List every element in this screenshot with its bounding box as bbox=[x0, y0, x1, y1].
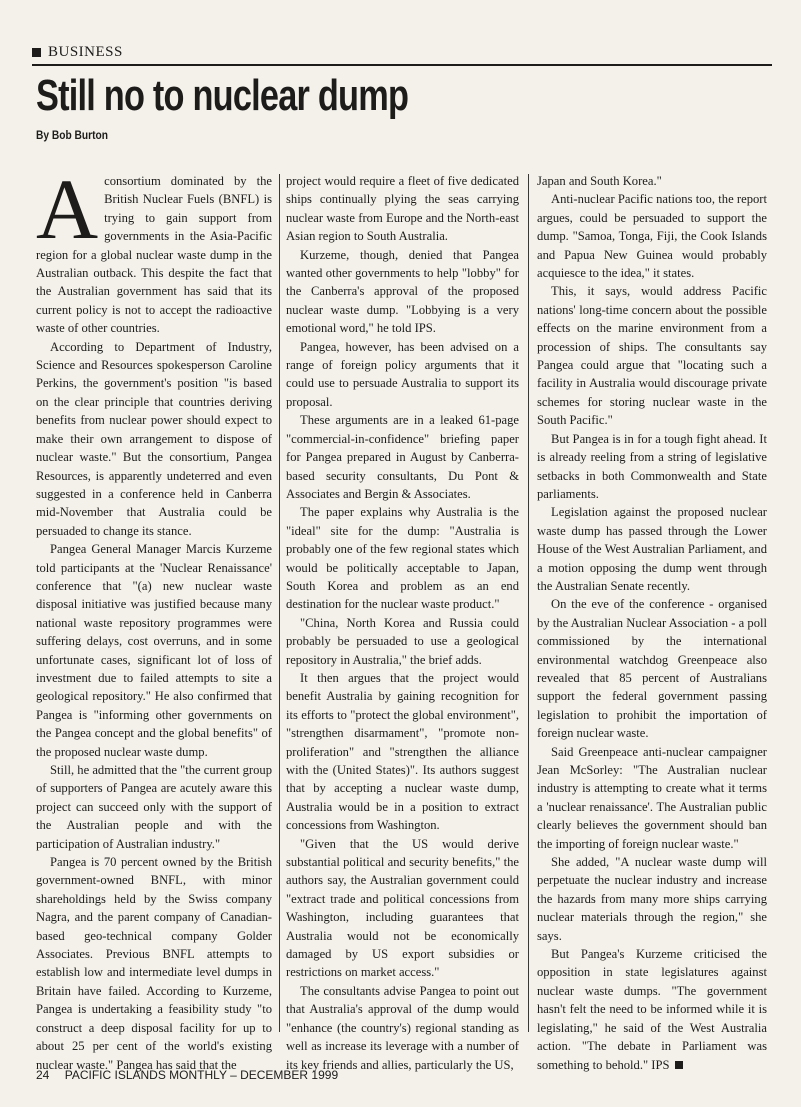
paragraph: Still, he admitted that the "the current group of supporters of Pangea are acutely aware this project can succeed only with the support of the Australian people and with the participation of Australian industry." bbox=[36, 763, 272, 851]
article-byline: By Bob Burton bbox=[36, 128, 108, 142]
article-headline: Still no to nuclear dump bbox=[36, 71, 409, 120]
section-header bbox=[32, 44, 772, 66]
paragraph: Said Greenpeace anti-nuclear campaigner Jean McSorley: "The Australian nuclear industry is attempting to create what it terms a 'nuclear renaissance'. The Australian public clearly believes the government should ban the importing of foreign nuclear waste." bbox=[537, 744, 767, 851]
paragraph: Pangea, however, has been advised on a range of foreign policy arguments that it could use to persuade Australia to support its proposal. bbox=[286, 339, 519, 409]
paragraph: The paper explains why Australia is the "ideal" site for the dump: "Australia is probably one of the few regional states which would be politically acceptable to Japan, South Korea and problem as an end destination for the nuclear waste product." bbox=[286, 505, 519, 612]
page-footer bbox=[36, 1068, 338, 1082]
column-rule bbox=[528, 174, 529, 1032]
paragraph: The consultants advise Pangea to point out that Australia's approval of the dump would "enhance (the country's) regional standing as well as increase its leverage with a number of its key friends and allies, particularly the US, bbox=[286, 983, 519, 1072]
paragraph bbox=[36, 161, 272, 338]
paragraph-text: But Pangea's Kurzeme criticised the opposition in state legislatures against nuclear waste dumps. "The government hasn't felt the need to be informed while it is legislating," he said of the West Australia action. "The debate in Parliament was something to behold." IPS bbox=[537, 947, 767, 1072]
end-of-article-square bbox=[675, 1061, 683, 1069]
paragraph: Japan and South Korea." bbox=[537, 174, 662, 188]
paragraph: Kurzeme, though, denied that Pangea wanted other governments to help "lobby" for the Canberra's approval of the proposed nuclear waste dump. "Lobbying is a very emotional word," he told IPS. bbox=[286, 247, 519, 336]
paragraph: It then argues that the project would benefit Australia by gaining recognition for its efforts to "protect the global environment", "strengthen disarmament", "promote non-proliferation" and "strengthen the alliance with the (United States)". Its authors suggest that by accepting a nuclear waste dump, Australia would be in a position to extract concessions from Washington. bbox=[286, 670, 519, 833]
publication-line: PACIFIC ISLANDS MONTHLY – DECEMBER 1999 bbox=[64, 1068, 339, 1082]
paragraph bbox=[537, 945, 767, 1074]
paragraph: Pangea is 70 percent owned by the British government-owned BNFL, with minor shareholdings held by the Swiss company Nagra, and the parent company of Canadian-based geo-technical company Golder Associates. Previous BNFL attempts to establish low and intermediate level dumps in Britain have failed. According to Kurzeme, Pangea is undertaking a feasibility study "to construct a deep disposal facility for up to about 25 per cent of the world's existing nuclear waste." Pangea has said that the bbox=[36, 855, 272, 1072]
article-column-3 bbox=[537, 172, 767, 1072]
paragraph: This, it says, would address Pacific nations' long-time concern about the possible effects on the marine environment from a procession of ships. The consultants say Pangea could argue that "locating such a facility in Australia would discourage private schemes for storing nuclear waste in the South Pacific." bbox=[537, 284, 767, 428]
drop-cap: A bbox=[36, 161, 99, 257]
paragraph: Pangea General Manager Marcis Kurzeme told participants at the 'Nuclear Renaissance' conference that "(a) new nuclear waste disposal initiative was justified because many national waste repository programmes were suffering delays, cost overruns, and in some unfortunate cases, significant lot of loss of investment due to failed attempts to site a geological repository." He also confirmed that Pangea is "informing other governments on the Pangea concept and the global benefits" of the proposed nuclear waste dump. bbox=[36, 542, 272, 759]
paragraph-text: consortium dominated by the British Nuclear Fuels (BNFL) is trying to gain support from governments in the Asia-Pacific region for a global nuclear waste dump in the Australian outback. This despite the fact that the Australian government has said that its current policy is not to accept the radioactive waste of other countries. bbox=[36, 174, 272, 336]
section-marker-square bbox=[32, 48, 41, 57]
section-label: BUSINESS bbox=[48, 44, 123, 60]
paragraph: She added, "A nuclear waste dump will perpetuate the nuclear industry and increase the hazards from many more ships carrying nuclear materials through the region," she says. bbox=[537, 855, 767, 943]
paragraph: But Pangea is in for a tough fight ahead. It is already reeling from a string of legislative setbacks in both Commonwealth and State parliaments. bbox=[537, 431, 767, 501]
page-number: 24 bbox=[36, 1068, 50, 1082]
paragraph: "China, North Korea and Russia could probably be persuaded to use a geological repository in Australia," the brief adds. bbox=[286, 615, 519, 667]
paragraph: "Given that the US would derive substantial political and security benefits," the authors say, the Australian government could "extract trade and political concessions from Washington, including guarantees that Australia would not be economically damaged by US export subsidies or restrictions on market access." bbox=[286, 836, 519, 980]
article-column-1 bbox=[36, 161, 272, 1072]
column-rule bbox=[279, 174, 280, 1032]
paragraph: According to Department of Industry, Science and Resources spokesperson Caroline Perkins, the government's position "is based on the clear principle that countries deriving benefits from nuclear power should expect to make their own arrangement to dispose of nuclear waste." But the consortium, Pangea Resources, is apparently undeterred and even suggested in a conference held in Canberra mid-November that Australia could be persuaded to change its stance. bbox=[36, 339, 272, 538]
article-column-2 bbox=[286, 172, 519, 1072]
paragraph: These arguments are in a leaked 61-page "commercial-in-confidence" briefing paper for Pangea prepared in August by Canberra-based security consultants, Du Pont & Associates and Bergin & Associates. bbox=[286, 413, 519, 501]
paragraph: Legislation against the proposed nuclear waste dump has passed through the Lower House of the West Australian Parliament, and a motion opposing the dump went through the Australian Senate recently. bbox=[537, 505, 767, 593]
paragraph: On the eve of the conference - organised by the Australian Nuclear Association - a poll commissioned by the international environmental watchdog Greenpeace also revealed that 85 percent of Australians support the federal government passing legislation to prohibit the importation of foreign nuclear waste. bbox=[537, 597, 767, 741]
paragraph: project would require a fleet of five dedicated ships continually plying the seas carrying nuclear waste from Europe and the North-east Asian region to South Australia. bbox=[286, 174, 519, 244]
paragraph: Anti-nuclear Pacific nations too, the report argues, could be persuaded to support the dump. "Samoa, Tonga, Fiji, the Cook Islands and Papua New Guinea would probably acquiesce to the idea," it states. bbox=[537, 192, 767, 281]
